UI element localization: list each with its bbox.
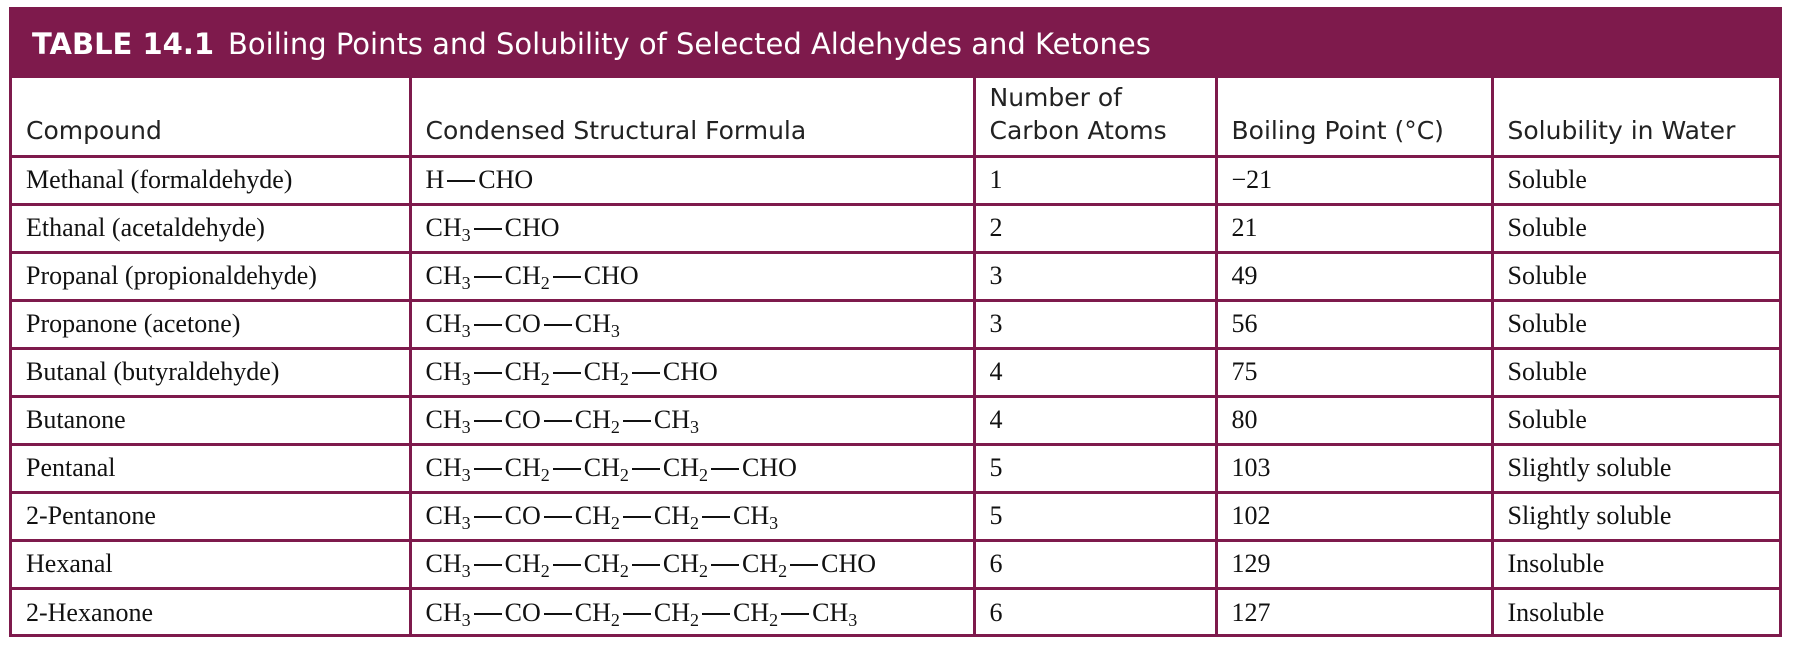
single-bond-line	[474, 613, 502, 615]
table-number: TABLE 14.1	[32, 27, 215, 61]
header-carbon-atoms: Number of Carbon Atoms	[974, 78, 1216, 156]
cell-carbon-atoms: 1	[974, 156, 1216, 204]
cell-solubility: Soluble	[1492, 300, 1779, 348]
single-bond-line	[623, 516, 651, 518]
table-row	[12, 204, 1779, 252]
single-bond-line	[553, 276, 581, 278]
cell-compound: Butanone	[12, 396, 410, 444]
single-bond-line	[790, 564, 818, 566]
cell-compound: Propanone (acetone)	[12, 300, 410, 348]
formula-group: CHO	[504, 213, 560, 242]
formula-subscript: 3	[461, 321, 471, 341]
cell-compound: 2-Hexanone	[12, 588, 410, 636]
formula-group: $CH_2$	[733, 597, 779, 630]
cell-solubility: Insoluble	[1492, 540, 1779, 588]
cell-boiling-point: 21	[1216, 204, 1492, 252]
formula-group: $CH_3$	[425, 453, 471, 485]
cell-carbon-atoms: 4	[974, 348, 1216, 396]
header-formula: Condensed Structural Formula	[410, 78, 974, 156]
cell-formula	[410, 492, 974, 540]
table-row	[12, 396, 1779, 444]
formula-subscript: 3	[610, 321, 620, 341]
formula-subscript: 3	[461, 417, 471, 437]
formula-group: $CH_2$	[504, 357, 550, 389]
cell-solubility: Soluble	[1492, 396, 1779, 444]
single-bond-line	[702, 613, 730, 615]
formula-subscript: 2	[540, 273, 550, 293]
formula-subscript: 2	[610, 609, 620, 630]
formula-subscript: 2	[699, 465, 708, 485]
cell-compound: 2-Pentanone	[12, 492, 410, 540]
formula-group: $CH_3$	[425, 549, 471, 581]
formula-group: $CH_2$	[662, 453, 708, 485]
single-bond-line	[632, 564, 660, 566]
cell-carbon-atoms: 6	[974, 540, 1216, 588]
table-row	[12, 252, 1779, 300]
single-bond-line	[474, 372, 502, 374]
cell-formula	[410, 588, 974, 636]
formula-group: $CH_2$	[504, 453, 550, 485]
cell-solubility: Slightly soluble	[1492, 492, 1779, 540]
single-bond-line	[474, 228, 502, 230]
formula-group: H	[425, 165, 445, 194]
formula-group: $CH_2$	[583, 549, 629, 581]
cell-carbon-atoms: 3	[974, 300, 1216, 348]
formula-group: $CH_3$	[425, 357, 471, 389]
formula-group: $CH_2$	[662, 549, 708, 581]
formula-group: $CH_2$	[574, 501, 620, 533]
formula-group: $CH_3$	[574, 309, 620, 341]
header-compound: Compound	[12, 78, 410, 156]
table-row	[12, 588, 1779, 636]
single-bond-line	[544, 613, 572, 615]
formula-group: $CH_2$	[653, 501, 699, 533]
cell-compound: Butanal (butyraldehyde)	[12, 348, 410, 396]
cell-boiling-point: 80	[1216, 396, 1492, 444]
cell-formula	[410, 396, 974, 444]
cell-compound: Propanal (propionaldehyde)	[12, 252, 410, 300]
single-bond-line	[447, 180, 475, 182]
formula-subscript: 3	[461, 369, 471, 389]
formula-subscript: 2	[619, 465, 629, 485]
single-bond-line	[544, 324, 572, 326]
table-row	[12, 444, 1779, 492]
formula-group: $CH_3$	[653, 405, 699, 437]
cell-solubility: Soluble	[1492, 348, 1779, 396]
single-bond-line	[623, 613, 651, 615]
formula-group: $CH_2$	[574, 405, 620, 437]
cell-boiling-point: 127	[1216, 588, 1492, 636]
formula-subscript: 3	[461, 225, 471, 245]
single-bond-line	[544, 516, 572, 518]
formula-group: CO	[504, 501, 541, 530]
formula-group: CO	[504, 309, 541, 338]
single-bond-line	[474, 276, 502, 278]
cell-compound: Methanal (formaldehyde)	[12, 156, 410, 204]
cell-solubility: Soluble	[1492, 156, 1779, 204]
cell-formula	[410, 348, 974, 396]
formula-group: CHO	[662, 357, 718, 386]
formula-group: CO	[504, 597, 541, 627]
formula-subscript: 3	[461, 465, 471, 485]
single-bond-line	[544, 420, 572, 422]
single-bond-line	[781, 613, 809, 615]
single-bond-line	[632, 468, 660, 470]
formula-group: $CH_2$	[504, 261, 550, 293]
formula-subscript: 3	[461, 561, 471, 581]
cell-compound: Ethanal (acetaldehyde)	[12, 204, 410, 252]
cell-boiling-point: 49	[1216, 252, 1492, 300]
cell-compound: Hexanal	[12, 540, 410, 588]
formula-group: $CH_3$	[812, 597, 858, 630]
formula-subscript: 2	[699, 561, 708, 581]
single-bond-line	[474, 468, 502, 470]
formula-subscript: 2	[769, 609, 779, 630]
formula-group: CHO	[583, 261, 639, 290]
table-row	[12, 540, 1779, 588]
single-bond-line	[711, 564, 739, 566]
formula-group: CHO	[742, 453, 797, 482]
table-row	[12, 348, 1779, 396]
cell-boiling-point: 129	[1216, 540, 1492, 588]
cell-boiling-point: 56	[1216, 300, 1492, 348]
formula-group: $CH_2$	[742, 549, 788, 581]
cell-boiling-point: −21	[1216, 156, 1492, 204]
cell-boiling-point: 103	[1216, 444, 1492, 492]
formula-group: CHO	[821, 549, 877, 578]
formula-group: $CH_2$	[583, 453, 629, 485]
table-frame	[9, 7, 1782, 637]
cell-formula	[410, 156, 974, 204]
formula-subscript: 3	[769, 513, 779, 533]
header-row	[12, 78, 1779, 156]
formula-group: $CH_3$	[425, 405, 471, 437]
formula-group: $CH_2$	[574, 597, 620, 630]
cell-compound: Pentanal	[12, 444, 410, 492]
table-body	[12, 156, 1779, 636]
formula-group: $CH_3$	[425, 261, 471, 293]
header-boiling-point: Boiling Point (°C)	[1216, 78, 1492, 156]
formula-subscript: 2	[610, 417, 620, 437]
table-title-bar	[12, 10, 1779, 78]
cell-carbon-atoms: 5	[974, 492, 1216, 540]
data-table	[12, 78, 1779, 636]
table-title: Boiling Points and Solubility of Selected Aldehydes and Ketones	[228, 27, 1151, 61]
formula-subscript: 2	[619, 369, 629, 389]
cell-carbon-atoms: 6	[974, 588, 1216, 636]
formula-group: $CH_3$	[425, 309, 471, 341]
cell-solubility: Slightly soluble	[1492, 444, 1779, 492]
formula-subscript: 3	[690, 417, 699, 437]
table-row	[12, 492, 1779, 540]
formula-group: $CH_3$	[425, 213, 471, 245]
cell-solubility: Soluble	[1492, 204, 1779, 252]
formula-group: $CH_2$	[583, 357, 629, 389]
single-bond-line	[702, 516, 730, 518]
formula-subscript: 2	[690, 609, 699, 630]
table-row	[12, 300, 1779, 348]
formula-group: $CH_3$	[425, 501, 471, 533]
cell-solubility: Insoluble	[1507, 597, 1605, 627]
formula-subscript: 3	[461, 513, 471, 533]
formula-group: $CH_2$	[504, 549, 550, 581]
single-bond-line	[553, 468, 581, 470]
cell-formula	[410, 204, 974, 252]
formula-subscript: 2	[540, 369, 550, 389]
formula-subscript: 2	[540, 561, 550, 581]
header-solubility: Solubility in Water	[1492, 78, 1779, 156]
single-bond-line	[474, 420, 502, 422]
cell-carbon-atoms: 3	[974, 252, 1216, 300]
single-bond-line	[711, 468, 739, 470]
formula-group: CHO	[478, 165, 534, 194]
cell-solubility: Soluble	[1492, 252, 1779, 300]
formula-group: CO	[504, 405, 541, 434]
cell-boiling-point: 102	[1216, 492, 1492, 540]
formula-subscript: 3	[461, 609, 471, 630]
formula-group: $CH_3$	[733, 501, 779, 533]
cell-carbon-atoms: 5	[974, 444, 1216, 492]
cell-formula	[410, 444, 974, 492]
formula-group: $CH_2$	[653, 597, 699, 630]
formula-subscript: 3	[848, 609, 858, 630]
single-bond-line	[474, 516, 502, 518]
cell-boiling-point: 75	[1216, 348, 1492, 396]
formula-group: $CH_3$	[425, 597, 471, 630]
single-bond-line	[553, 372, 581, 374]
cell-carbon-atoms: 4	[974, 396, 1216, 444]
cell-formula	[410, 540, 974, 588]
formula-subscript: 2	[690, 513, 699, 533]
cell-formula	[410, 300, 974, 348]
cell-carbon-atoms: 2	[974, 204, 1216, 252]
single-bond-line	[553, 564, 581, 566]
formula-subscript: 2	[778, 561, 788, 581]
single-bond-line	[474, 564, 502, 566]
table-row	[12, 156, 1779, 204]
single-bond-line	[623, 420, 651, 422]
formula-subscript: 2	[619, 561, 629, 581]
single-bond-line	[474, 324, 502, 326]
single-bond-line	[632, 372, 660, 374]
formula-subscript: 2	[610, 513, 620, 533]
formula-subscript: 3	[461, 273, 471, 293]
formula-subscript: 2	[540, 465, 550, 485]
cell-formula	[410, 252, 974, 300]
